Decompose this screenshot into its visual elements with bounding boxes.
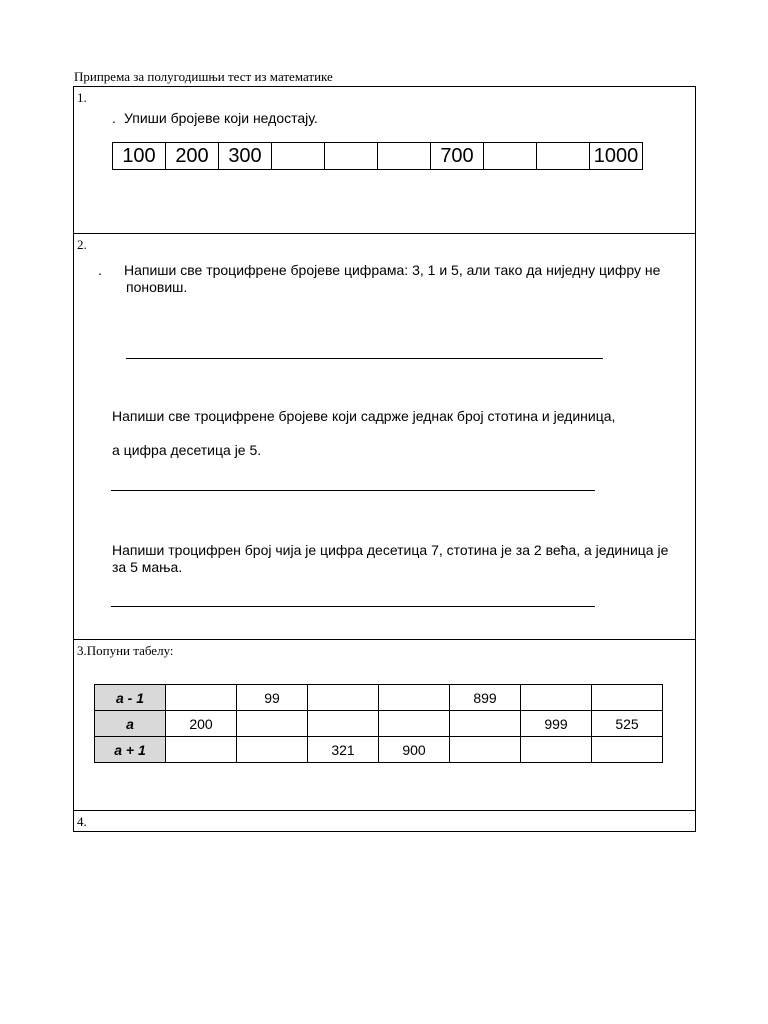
table-cell[interactable] [592,685,663,711]
answer-line[interactable] [126,358,603,359]
sequence-cell: 700 [431,143,484,170]
table-cell: 899 [450,685,521,711]
table-row [95,737,663,763]
section-number: 1. [77,90,87,105]
answer-line[interactable] [111,606,595,607]
section-3 [74,640,695,811]
document-title: Припрема за полугодишњи тест из математике [74,69,333,84]
table-cell: 99 [237,685,308,711]
table-cell[interactable] [308,711,379,737]
table-cell[interactable] [237,711,308,737]
table-cell[interactable] [166,737,237,763]
sequence-cell: 200 [166,143,219,170]
sequence-cell[interactable] [537,143,590,170]
sequence-cell[interactable] [378,143,431,170]
table-cell[interactable] [237,737,308,763]
table-cell[interactable] [521,685,592,711]
row-header: a + 1 [95,737,166,763]
table-cell: 321 [308,737,379,763]
task-a: . Напиши све троцифрене бројеве цифрама: 3, 1 и 5, али тако да ниједну цифру не поновиш. [98,262,661,295]
sequence-cell: 300 [219,143,272,170]
sequence-cell[interactable] [484,143,537,170]
sequence-cell[interactable] [325,143,378,170]
task-instruction: . Упиши бројеве који недостају. [112,110,318,126]
section-number: 4. [77,814,87,829]
table-cell[interactable] [521,737,592,763]
table-cell[interactable] [308,685,379,711]
sequence-cell: 100 [113,143,166,170]
row-header: a - 1 [95,685,166,711]
section-4 [74,811,695,831]
sequence-cell: 1000 [590,143,643,170]
row-header: a [95,711,166,737]
table-row [95,711,663,737]
table-cell[interactable] [450,711,521,737]
table-cell[interactable] [592,737,663,763]
answer-line[interactable] [111,490,595,491]
section-1 [74,87,695,234]
table-cell[interactable] [450,737,521,763]
section-number: 2. [77,237,87,252]
table-cell: 200 [166,711,237,737]
table-cell[interactable] [166,685,237,711]
section-2 [74,234,695,640]
table-cell: 900 [379,737,450,763]
section-label: 3.Попуни табелу: [77,643,174,658]
task-b-line1: Напиши све троцифрене бројеве који садрже једнак број стотина и јединица, [112,408,616,424]
table-cell: 525 [592,711,663,737]
task-c: Напиши троцифрен број чија је цифра десетица 7, стотина је за 2 већа, а јединица је за 5 мања. [112,542,669,575]
sequence-cell[interactable] [272,143,325,170]
task-b-line2: а цифра десетица је 5. [112,442,262,458]
table-cell[interactable] [379,685,450,711]
table-row [95,685,663,711]
table-cell[interactable] [379,711,450,737]
number-sequence [112,142,643,170]
worksheet-frame [73,86,696,832]
table-cell: 999 [521,711,592,737]
fill-table [94,684,663,763]
